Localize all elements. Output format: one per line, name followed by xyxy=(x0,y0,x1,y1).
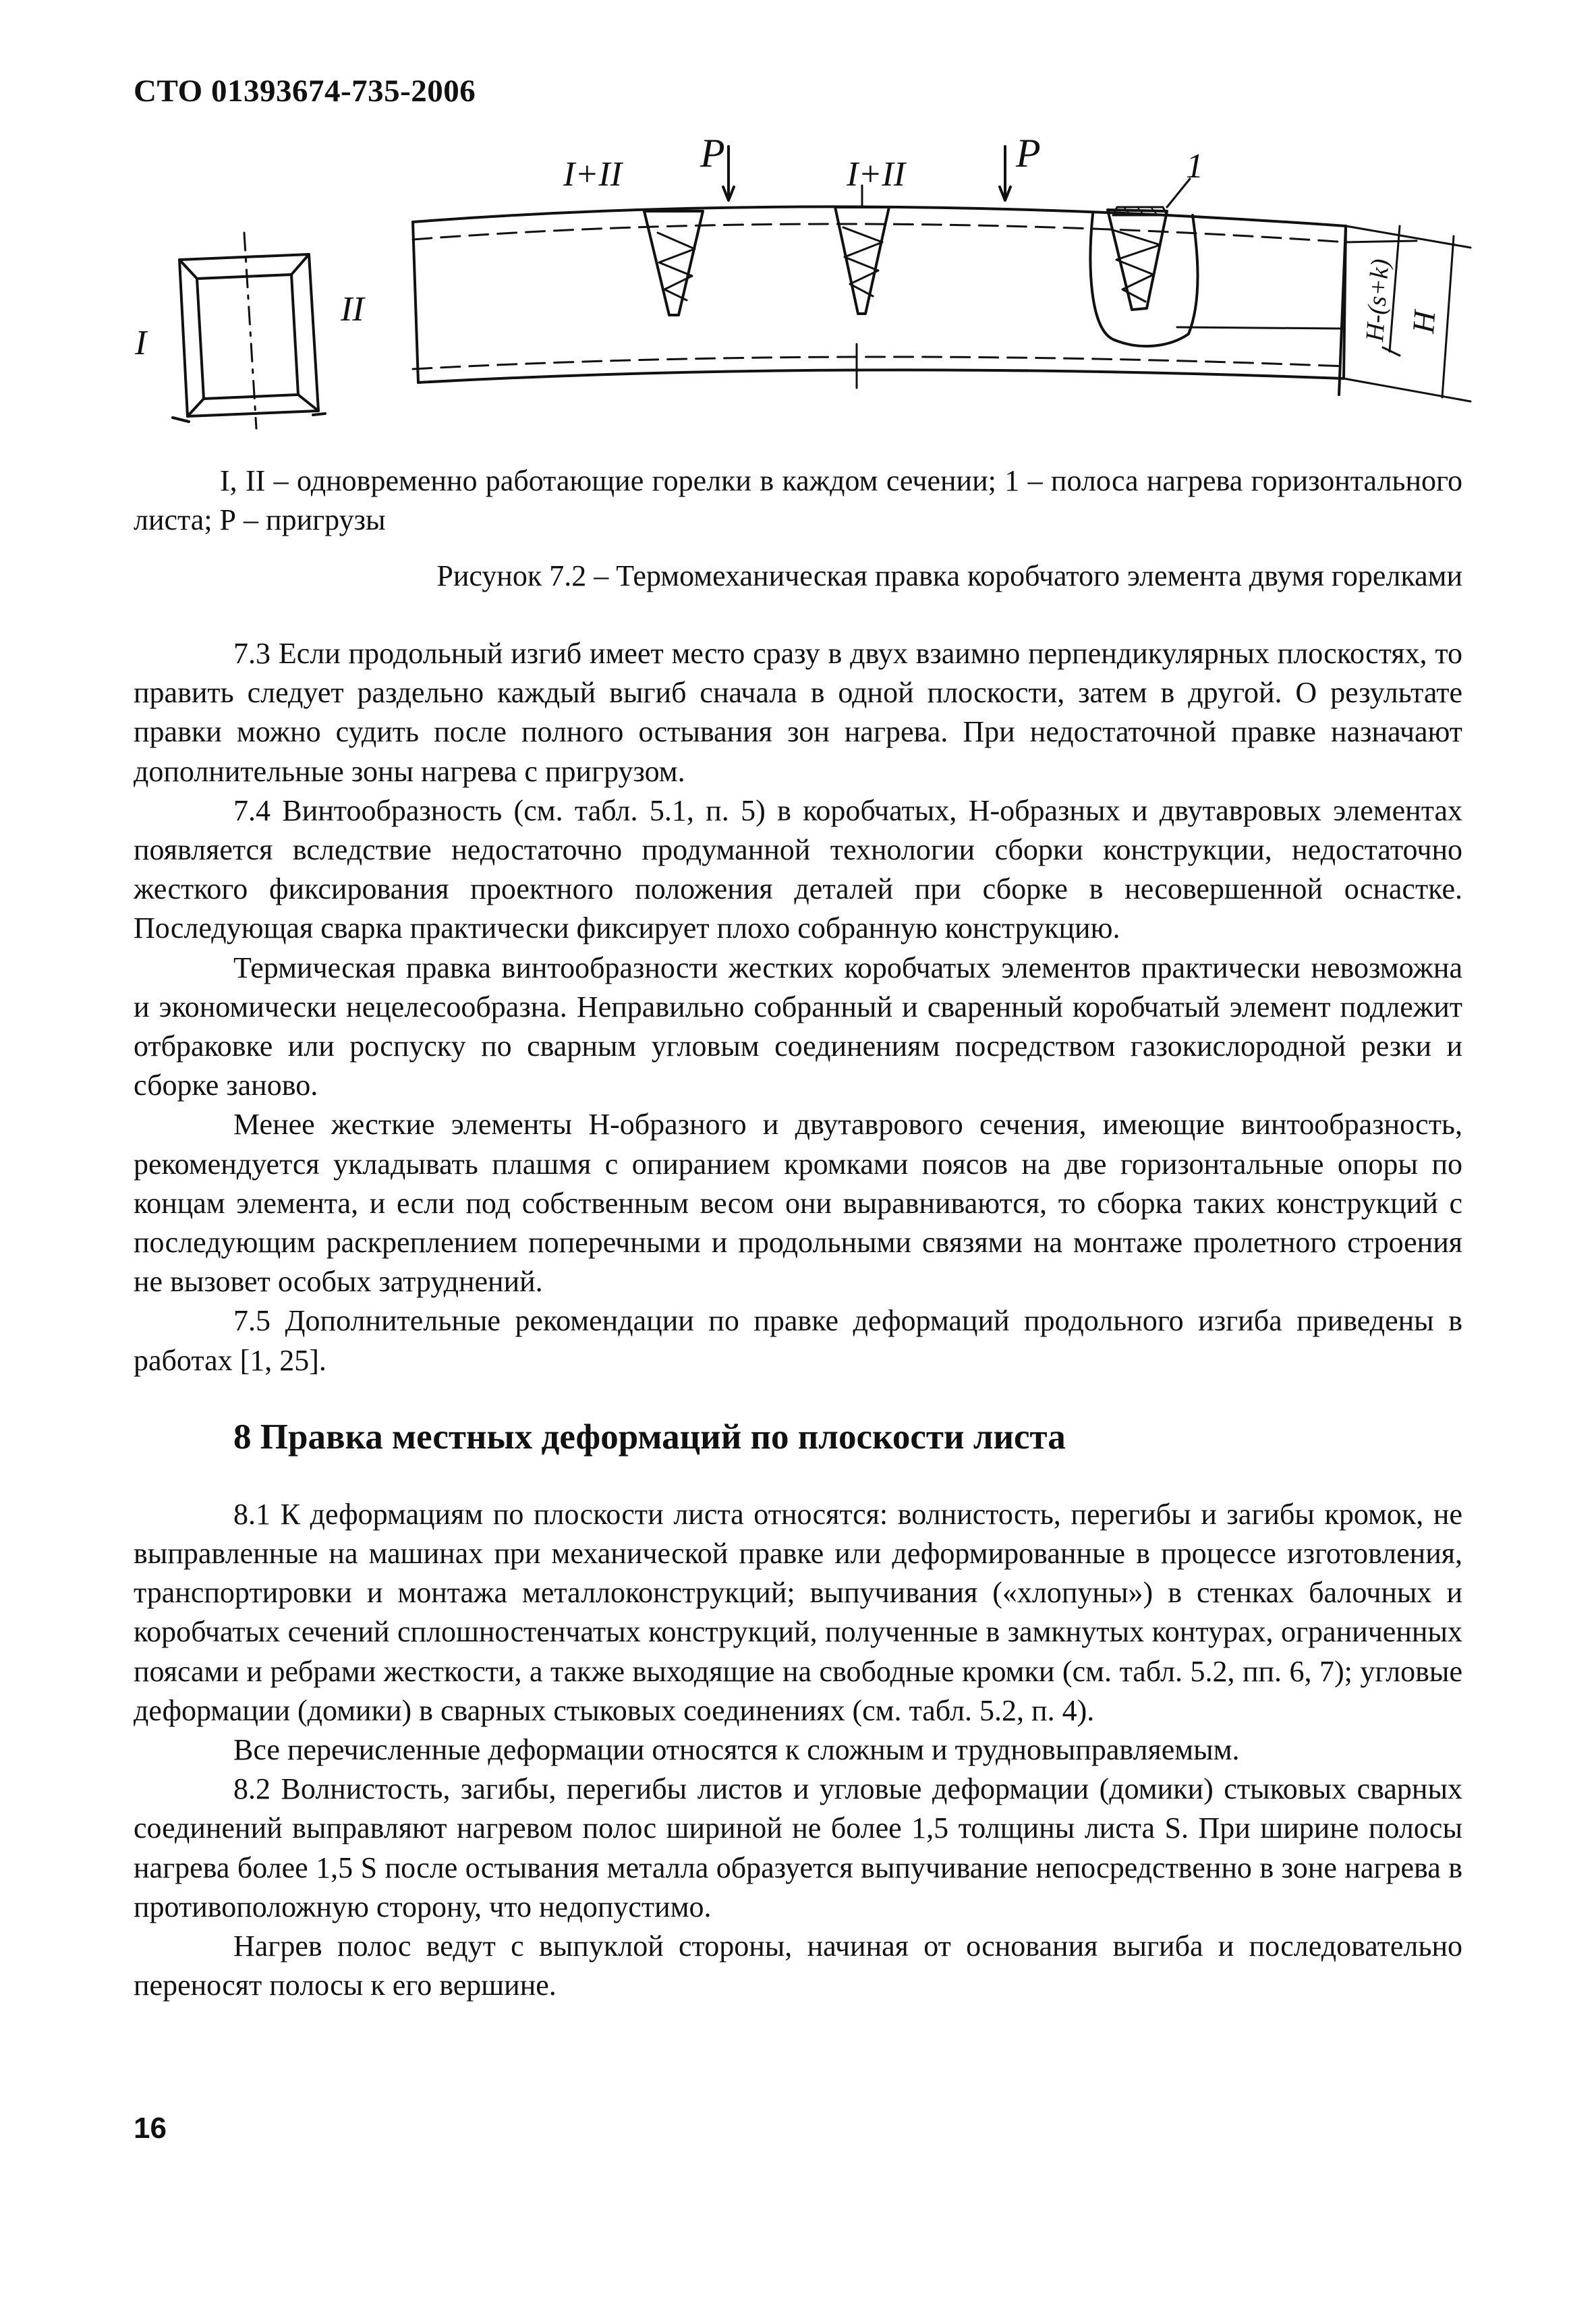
figure-caption: Рисунок 7.2 – Термомеханическая правка коробчатого элемента двумя горелками xyxy=(436,559,1462,592)
label-burners-left: I+II xyxy=(563,155,623,194)
paragraph: 7.3 Если продольный изгиб имеет место сразу в двух взаимно перпендикулярных плоскостях, то править следует раздельно каждый выгиб сначала в одной плоскости, затем в другой. О результате правки можно судить после полного остывания зон нагрева. При недостаточной правке назначают дополнительные зоны нагрева с пригрузом. xyxy=(134,637,1462,788)
body-text xyxy=(134,634,1462,2006)
box-element-straightening-diagram xyxy=(121,132,1491,442)
label-section-i: I xyxy=(135,324,147,362)
label-load-right: P xyxy=(1016,132,1041,175)
paragraph: 7.4 Винтообразность (см. табл. 5.1, п. 5) в коробчатых, Н-образных и двутавровых элементах появляется вследствие недостаточно продуманной технологии сборки конструкции, недостаточно жесткого фиксирования проектного положения деталей при сборке в несовершенной оснастке. Последующая сварка практически фиксирует плохо собранную конструкцию. xyxy=(134,793,1462,945)
label-load-left: P xyxy=(700,132,725,175)
figure-legend: I, II – одновременно работающие горелки в каждом сечении; 1 – полоса нагрева горизонтального листа; Р – пригрузы xyxy=(134,464,1462,536)
box-cross-section xyxy=(173,233,325,428)
paragraph: 7.5 Дополнительные рекомендации по правке деформаций продольного изгиба приведены в работах [1, 25]. xyxy=(134,1304,1462,1377)
load-arrow-right xyxy=(1000,146,1010,200)
label-dim-outer: H xyxy=(1406,309,1442,335)
paragraph: Менее жесткие элементы Н-образного и двутаврового сечения, имеющие винтообразность, рекомендуется укладывать плашмя с опиранием кромками поясов на две горизонтальные опоры по концам элемента, и если под собственным весом они выравниваются, то сборка таких конструкций с последующим раскреплением поперечными и продольными связями на монтаже пролетного строения не вызовет особых затруднений. xyxy=(134,1108,1462,1299)
paragraph: Все перечисленные деформации относятся к сложным и трудновыправляемым. xyxy=(233,1733,1240,1767)
document-code-header: СТО 01393674-735-2006 xyxy=(134,74,476,109)
figure-7-2 xyxy=(121,132,1491,442)
heating-wedge-right xyxy=(1090,179,1342,346)
paragraph: Термическая правка винтообразности жестких коробчатых элементов практически невозможна и экономически нецелесообразна. Неправильно собранный и сваренный коробчатый элемент подлежит отбраковке или роспуску по сварным угловым соединениям посредством газокислородной резки и сборке заново. xyxy=(134,951,1462,1102)
page-number: 16 xyxy=(134,2112,167,2145)
paragraph: Нагрев полос ведут с выпуклой стороны, начиная от основания выгиба и последовательно переносят полосы к его вершине. xyxy=(134,1929,1462,2002)
label-section-ii: II xyxy=(341,290,364,329)
section-heading: 8 Правка местных деформаций по плоскости листа xyxy=(233,1417,1066,1457)
label-dim-inner: H-(s+k) xyxy=(1361,258,1395,343)
heating-wedge-middle xyxy=(835,186,889,314)
label-heating-strip-1: 1 xyxy=(1186,147,1203,186)
label-burners-middle: I+II xyxy=(847,155,906,194)
paragraph: 8.1 К деформациям по плоскости листа относятся: волнистость, перегибы и загибы кромок, не выправленные на машинах при механической правке или деформированные в процессе изготовления, транспортировки и монтажа металлоконструкций; выпучивания («хлопуны») в стенках балочных и коробчатых сечений сплошностенчатых конструкций, полученные в замкнутых контурах, ограниченных поясами и ребрами жесткости, а также выходящие на свободные кромки (см. табл. 5.2, пп. 6, 7); угловые деформации (домики) в сварных стыковых соединениях (см. табл. 5.2, п. 4). xyxy=(134,1497,1462,1727)
curved-box-beam xyxy=(413,206,1346,395)
paragraph: 8.2 Волнистость, загибы, перегибы листов и угловые деформации (домики) стыковых сварных соединений выправляют нагревом полос шириной не более 1,5 толщины листа S. При ширине полосы нагрева более 1,5 S после остывания металла образуется выпучивание непосредственно в зоне нагрева в противоположную сторону, что недопустимо. xyxy=(134,1772,1463,1923)
